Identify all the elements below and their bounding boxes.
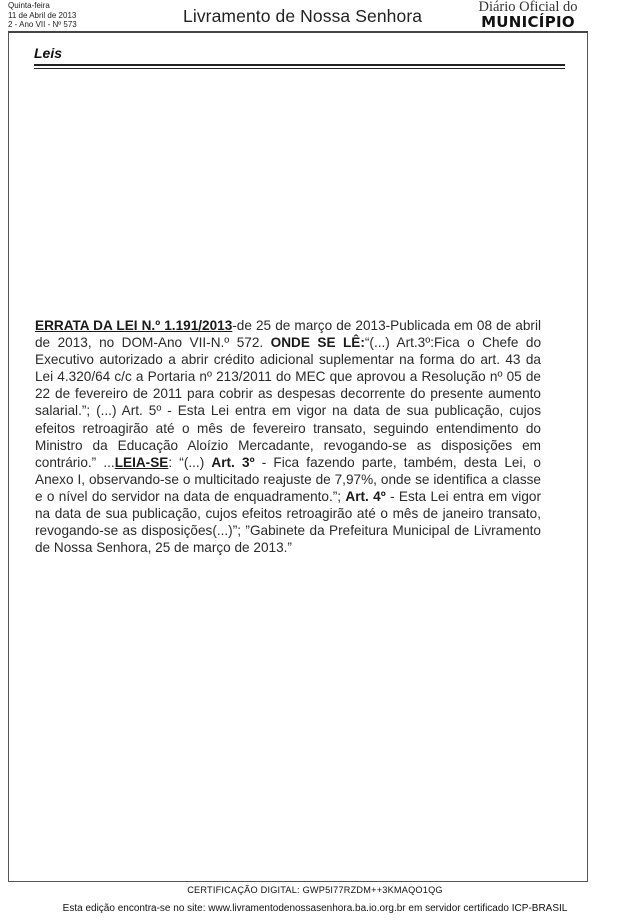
- errata-text-2b: - Esta Lei entra em vigor na data de sua publicação, cujos efeitos retroagirão até o mês de fevereiro transato, seguindo entendimento do Ministro da Educação Aloízio Mercadante, revogando-se as disposições em contrário.” ...: [35, 403, 541, 470]
- errata-heading: ERRATA DA LEI N.º 1.191/2013: [35, 318, 233, 333]
- errata-text-2: “(...) Art.3º:Fica o Chefe do Executivo autorizado a abrir crédito adicional suplementar na forma do art. 43 da Lei 4.320/64 c/c a Portaria nº 213/2011 do MEC que aprovou a Resolução nº 05 de 22 de fevereiro de 2011 para cobrir as despesas decorrente do presente aumento salarial.”; (...) Art. 5º: [35, 335, 542, 419]
- leia-se-label: LEIA-SE: [114, 454, 169, 470]
- errata-text-5: - Esta Lei entra em vigor na data de sua publicação, cujos efeitos retroagirão até o mês de janeiro transato, revogando-se as disposições(...)”; ”Gabinete da Prefeitura Municipal de Livramento de Nossa Senhora, 25 de março de 2013.”: [35, 488, 541, 556]
- errata-text-4: - Fica fazendo parte, também, desta Lei, o Anexo I, observando-se o multicitado reajuste de 7,97%, onde se identifica a classe e o nível do servidor na data de enquadramento.”;: [35, 454, 541, 504]
- digital-certification: CERTIFICAÇÃO DIGITAL: GWP5I77RZDM++3KMAQO1QG: [187, 885, 443, 895]
- section-divider-thick: [34, 64, 565, 66]
- logo-top-text: Diário Oficial do: [478, 0, 578, 15]
- date-label: 11 de Abril de 2013: [8, 10, 77, 20]
- section-divider-thin: [34, 68, 565, 69]
- site-notice: Esta edição encontra-se no site: www.livramentodenossasenhora.ba.io.org.br em servidor certificado ICP-BRASIL: [62, 903, 568, 914]
- art4-label: Art. 4º: [345, 488, 386, 504]
- logo-bottom-text: MUNICÍPIO: [481, 13, 575, 31]
- onde-se-le-label: ONDE SE LÊ:: [270, 335, 365, 351]
- errata-text-1: -de 25 de março de 2013-Publicada em 08 de abril de 2013, no DOM-Ano VII-N.º 572.: [35, 318, 541, 351]
- weekday-label: Quinta-feira: [8, 1, 50, 10]
- issue-number-label: 2 - Ano VII - Nº 573: [8, 20, 77, 29]
- diario-oficial-logo: [472, 0, 584, 30]
- errata-paragraph: [35, 317, 541, 556]
- issue-info: [8, 1, 77, 30]
- section-title: Leis: [34, 45, 63, 61]
- art3-label: Art. 3º: [211, 454, 255, 470]
- errata-text-3: : “(...): [168, 454, 212, 470]
- city-name: Livramento de Nossa Senhora: [183, 6, 423, 26]
